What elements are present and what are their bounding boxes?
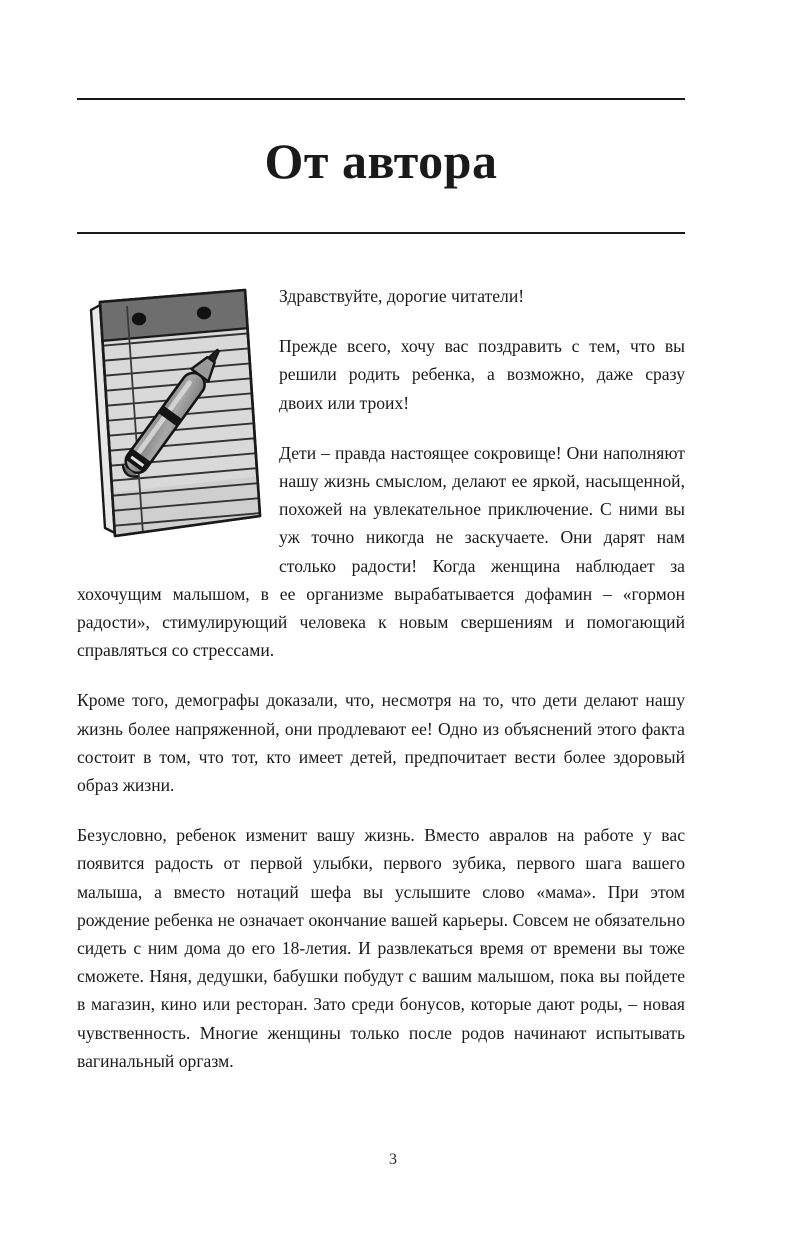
paragraph-greeting: Здравствуйте, дорогие читатели! [279, 286, 525, 306]
paragraph-children: Дети – правда настоящее сокровище! Они наполняют нашу жизнь смыслом, делают ее яркой, насыщенной, похожей на увлекательное приключение. С ними вы уж точно никогда не заскучаете. Они дарят нам столько радости! Когда женщина наблюдает за хохочущим малышом, в ее организме вырабатывается дофамин – «гормон радости», стимулирующий человека к новым свершениям и помогающий справляться со стрессами. [77, 442, 685, 661]
paragraph-congrats: Прежде всего, хочу вас поздравить с тем, что вы решили родить ребенка, а возможно, даже сразу двоих или троих! [279, 336, 685, 413]
body-content [77, 282, 685, 1075]
paragraph-demographers: Кроме того, демографы доказали, что, несмотря на то, что дети делают нашу жизнь более напряженной, они продлевают ее! Одно из объяснений этого факта состоит в том, что тот, кто имеет детей, предпочитает вести более здоровый образ жизни. [77, 690, 685, 796]
header-rule-bottom [77, 232, 685, 234]
header-rule-top [77, 98, 685, 100]
paragraph-life-change: Безусловно, ребенок изменит вашу жизнь. Вместо авралов на работе у вас появится радость от первой улыбки, первого зубика, первого шага вашего малыша, а вместо нотаций шефа вы услышите слово «мама». При этом рождение ребенка не означает окончание вашей карьеры. Совсем не обязательно сидеть с ним дома до его 18-летия. И развлекаться время от времени вы тоже сможете. Няня, дедушки, бабушки побудут с вашим малышом, пока вы пойдете в магазин, кино или ресторан. Зато среди бонусов, которые дают роды, – новая чувственность. Многие женщины только после родов начинают испытывать вагинальный оргазм. [77, 825, 685, 1071]
notepad-with-pen-illustration [77, 284, 263, 546]
page-number: 3 [389, 1151, 397, 1168]
page-title: От автора [264, 133, 498, 189]
